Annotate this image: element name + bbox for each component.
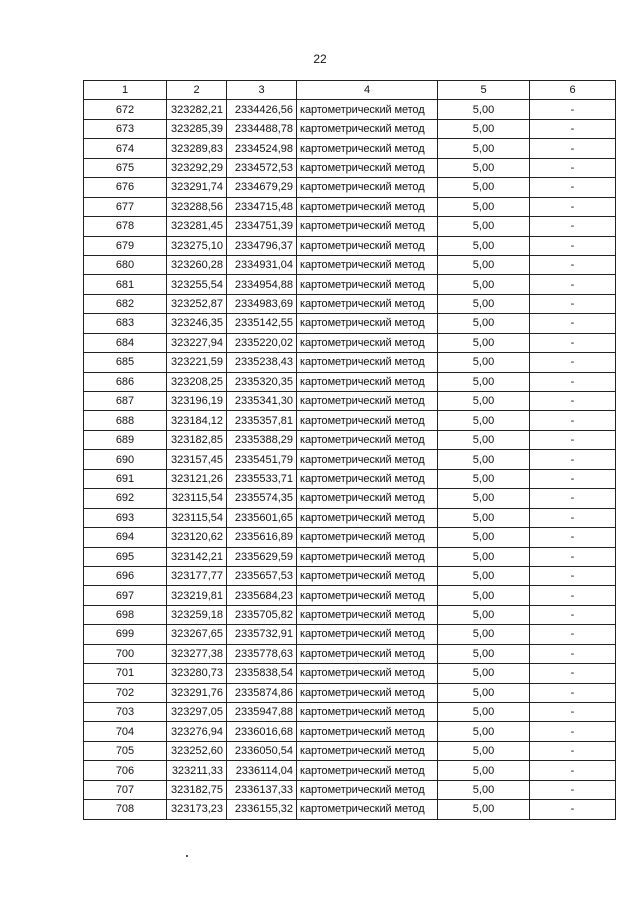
y-coordinate-cell: 2335616,89	[227, 528, 297, 547]
method-cell: картометрический метод	[297, 547, 438, 566]
note-cell: -	[530, 158, 616, 177]
accuracy-cell: 5,00	[438, 780, 530, 799]
accuracy-cell: 5,00	[438, 255, 530, 274]
accuracy-cell: 5,00	[438, 644, 530, 663]
y-coordinate-cell: 2336137,33	[227, 780, 297, 799]
point-number-cell: 674	[84, 139, 167, 158]
method-cell: картометрический метод	[297, 528, 438, 547]
accuracy-cell: 5,00	[438, 430, 530, 449]
x-coordinate-cell: 323289,83	[167, 139, 227, 158]
table-row	[84, 158, 616, 177]
y-coordinate-cell: 2335657,53	[227, 566, 297, 585]
note-cell: -	[530, 353, 616, 372]
method-cell: картометрический метод	[297, 780, 438, 799]
accuracy-cell: 5,00	[438, 683, 530, 702]
x-coordinate-cell: 323142,21	[167, 547, 227, 566]
note-cell: -	[530, 450, 616, 469]
x-coordinate-cell: 323157,45	[167, 450, 227, 469]
note-cell: -	[530, 508, 616, 527]
accuracy-cell: 5,00	[438, 566, 530, 585]
column-header-2: 2	[167, 81, 227, 100]
table-row	[84, 275, 616, 294]
point-number-cell: 678	[84, 217, 167, 236]
x-coordinate-cell: 323208,25	[167, 372, 227, 391]
point-number-cell: 676	[84, 178, 167, 197]
note-cell: -	[530, 566, 616, 585]
note-cell: -	[530, 275, 616, 294]
y-coordinate-cell: 2335533,71	[227, 469, 297, 488]
accuracy-cell: 5,00	[438, 741, 530, 760]
x-coordinate-cell: 323255,54	[167, 275, 227, 294]
method-cell: картометрический метод	[297, 625, 438, 644]
point-number-cell: 703	[84, 703, 167, 722]
x-coordinate-cell: 323182,75	[167, 780, 227, 799]
x-coordinate-cell: 323281,45	[167, 217, 227, 236]
y-coordinate-cell: 2336114,04	[227, 761, 297, 780]
point-number-cell: 686	[84, 372, 167, 391]
method-cell: картометрический метод	[297, 566, 438, 585]
header-row	[84, 81, 616, 100]
accuracy-cell: 5,00	[438, 158, 530, 177]
table-row	[84, 761, 616, 780]
note-cell: -	[530, 139, 616, 158]
note-cell: -	[530, 392, 616, 411]
x-coordinate-cell: 323115,54	[167, 489, 227, 508]
point-number-cell: 698	[84, 605, 167, 624]
method-cell: картометрический метод	[297, 392, 438, 411]
note-cell: -	[530, 586, 616, 605]
table-row	[84, 586, 616, 605]
table-row	[84, 547, 616, 566]
note-cell: -	[530, 800, 616, 819]
y-coordinate-cell: 2335341,30	[227, 392, 297, 411]
x-coordinate-cell: 323285,39	[167, 119, 227, 138]
y-coordinate-cell: 2335601,65	[227, 508, 297, 527]
y-coordinate-cell: 2336155,32	[227, 800, 297, 819]
point-number-cell: 701	[84, 664, 167, 683]
table-row	[84, 294, 616, 313]
y-coordinate-cell: 2335778,63	[227, 644, 297, 663]
x-coordinate-cell: 323227,94	[167, 333, 227, 352]
table-row	[84, 217, 616, 236]
accuracy-cell: 5,00	[438, 275, 530, 294]
x-coordinate-cell: 323173,23	[167, 800, 227, 819]
table-row	[84, 392, 616, 411]
y-coordinate-cell: 2334931,04	[227, 255, 297, 274]
point-number-cell: 699	[84, 625, 167, 644]
accuracy-cell: 5,00	[438, 586, 530, 605]
note-cell: -	[530, 333, 616, 352]
accuracy-cell: 5,00	[438, 489, 530, 508]
point-number-cell: 708	[84, 800, 167, 819]
column-header-4: 4	[297, 81, 438, 100]
method-cell: картометрический метод	[297, 644, 438, 663]
table-row	[84, 236, 616, 255]
note-cell: -	[530, 178, 616, 197]
accuracy-cell: 5,00	[438, 469, 530, 488]
stray-mark	[186, 855, 188, 857]
note-cell: -	[530, 547, 616, 566]
method-cell: картометрический метод	[297, 100, 438, 119]
method-cell: картометрический метод	[297, 430, 438, 449]
accuracy-cell: 5,00	[438, 100, 530, 119]
y-coordinate-cell: 2334426,56	[227, 100, 297, 119]
accuracy-cell: 5,00	[438, 197, 530, 216]
x-coordinate-cell: 323259,18	[167, 605, 227, 624]
x-coordinate-cell: 323182,85	[167, 430, 227, 449]
note-cell: -	[530, 625, 616, 644]
table-row	[84, 722, 616, 741]
table-row	[84, 178, 616, 197]
accuracy-cell: 5,00	[438, 119, 530, 138]
note-cell: -	[530, 703, 616, 722]
x-coordinate-cell: 323267,65	[167, 625, 227, 644]
y-coordinate-cell: 2335238,43	[227, 353, 297, 372]
note-cell: -	[530, 761, 616, 780]
method-cell: картометрический метод	[297, 158, 438, 177]
method-cell: картометрический метод	[297, 411, 438, 430]
y-coordinate-cell: 2335705,82	[227, 605, 297, 624]
method-cell: картометрический метод	[297, 664, 438, 683]
point-number-cell: 696	[84, 566, 167, 585]
y-coordinate-cell: 2334751,39	[227, 217, 297, 236]
accuracy-cell: 5,00	[438, 411, 530, 430]
y-coordinate-cell: 2335220,02	[227, 333, 297, 352]
note-cell: -	[530, 683, 616, 702]
point-number-cell: 679	[84, 236, 167, 255]
point-number-cell: 689	[84, 430, 167, 449]
method-cell: картометрический метод	[297, 489, 438, 508]
y-coordinate-cell: 2335357,81	[227, 411, 297, 430]
point-number-cell: 700	[84, 644, 167, 663]
note-cell: -	[530, 528, 616, 547]
accuracy-cell: 5,00	[438, 333, 530, 352]
method-cell: картометрический метод	[297, 236, 438, 255]
accuracy-cell: 5,00	[438, 372, 530, 391]
accuracy-cell: 5,00	[438, 139, 530, 158]
note-cell: -	[530, 372, 616, 391]
table-row	[84, 508, 616, 527]
method-cell: картометрический метод	[297, 469, 438, 488]
accuracy-cell: 5,00	[438, 236, 530, 255]
note-cell: -	[530, 100, 616, 119]
y-coordinate-cell: 2335388,29	[227, 430, 297, 449]
y-coordinate-cell: 2334488,78	[227, 119, 297, 138]
table-row	[84, 800, 616, 819]
point-number-cell: 685	[84, 353, 167, 372]
point-number-cell: 691	[84, 469, 167, 488]
y-coordinate-cell: 2334524,98	[227, 139, 297, 158]
table-row	[84, 683, 616, 702]
point-number-cell: 675	[84, 158, 167, 177]
y-coordinate-cell: 2334572,53	[227, 158, 297, 177]
note-cell: -	[530, 780, 616, 799]
point-number-cell: 683	[84, 314, 167, 333]
table-row	[84, 119, 616, 138]
x-coordinate-cell: 323275,10	[167, 236, 227, 255]
method-cell: картометрический метод	[297, 372, 438, 391]
point-number-cell: 673	[84, 119, 167, 138]
x-coordinate-cell: 323282,21	[167, 100, 227, 119]
y-coordinate-cell: 2335838,54	[227, 664, 297, 683]
method-cell: картометрический метод	[297, 741, 438, 760]
point-number-cell: 684	[84, 333, 167, 352]
method-cell: картометрический метод	[297, 353, 438, 372]
note-cell: -	[530, 294, 616, 313]
column-header-1: 1	[84, 81, 167, 100]
table-row	[84, 411, 616, 430]
x-coordinate-cell: 323221,59	[167, 353, 227, 372]
table-row	[84, 197, 616, 216]
note-cell: -	[530, 664, 616, 683]
note-cell: -	[530, 469, 616, 488]
table-row	[84, 703, 616, 722]
method-cell: картометрический метод	[297, 703, 438, 722]
point-number-cell: 693	[84, 508, 167, 527]
method-cell: картометрический метод	[297, 294, 438, 313]
note-cell: -	[530, 741, 616, 760]
column-header-5: 5	[438, 81, 530, 100]
table-body	[84, 100, 616, 819]
x-coordinate-cell: 323219,81	[167, 586, 227, 605]
point-number-cell: 682	[84, 294, 167, 313]
method-cell: картометрический метод	[297, 139, 438, 158]
y-coordinate-cell: 2334983,69	[227, 294, 297, 313]
method-cell: картометрический метод	[297, 605, 438, 624]
y-coordinate-cell: 2335629,59	[227, 547, 297, 566]
y-coordinate-cell: 2334796,37	[227, 236, 297, 255]
table-row	[84, 528, 616, 547]
point-number-cell: 697	[84, 586, 167, 605]
y-coordinate-cell: 2335732,91	[227, 625, 297, 644]
y-coordinate-cell: 2335320,35	[227, 372, 297, 391]
accuracy-cell: 5,00	[438, 761, 530, 780]
x-coordinate-cell: 323260,28	[167, 255, 227, 274]
x-coordinate-cell: 323177,77	[167, 566, 227, 585]
point-number-cell: 695	[84, 547, 167, 566]
note-cell: -	[530, 255, 616, 274]
note-cell: -	[530, 236, 616, 255]
point-number-cell: 707	[84, 780, 167, 799]
method-cell: картометрический метод	[297, 119, 438, 138]
y-coordinate-cell: 2335684,23	[227, 586, 297, 605]
method-cell: картометрический метод	[297, 761, 438, 780]
accuracy-cell: 5,00	[438, 450, 530, 469]
note-cell: -	[530, 644, 616, 663]
table-row	[84, 469, 616, 488]
note-cell: -	[530, 411, 616, 430]
accuracy-cell: 5,00	[438, 294, 530, 313]
y-coordinate-cell: 2335142,55	[227, 314, 297, 333]
method-cell: картометрический метод	[297, 450, 438, 469]
method-cell: картометрический метод	[297, 178, 438, 197]
x-coordinate-cell: 323288,56	[167, 197, 227, 216]
method-cell: картометрический метод	[297, 333, 438, 352]
method-cell: картометрический метод	[297, 217, 438, 236]
y-coordinate-cell: 2334679,29	[227, 178, 297, 197]
accuracy-cell: 5,00	[438, 625, 530, 644]
note-cell: -	[530, 217, 616, 236]
y-coordinate-cell: 2335574,35	[227, 489, 297, 508]
table-row	[84, 430, 616, 449]
point-number-cell: 704	[84, 722, 167, 741]
y-coordinate-cell: 2334715,48	[227, 197, 297, 216]
method-cell: картометрический метод	[297, 586, 438, 605]
method-cell: картометрический метод	[297, 508, 438, 527]
accuracy-cell: 5,00	[438, 547, 530, 566]
method-cell: картометрический метод	[297, 314, 438, 333]
note-cell: -	[530, 489, 616, 508]
method-cell: картометрический метод	[297, 255, 438, 274]
table-row	[84, 372, 616, 391]
table-row	[84, 333, 616, 352]
accuracy-cell: 5,00	[438, 528, 530, 547]
accuracy-cell: 5,00	[438, 353, 530, 372]
x-coordinate-cell: 323277,38	[167, 644, 227, 663]
x-coordinate-cell: 323292,29	[167, 158, 227, 177]
x-coordinate-cell: 323246,35	[167, 314, 227, 333]
point-number-cell: 680	[84, 255, 167, 274]
page-number: 22	[313, 52, 327, 66]
table-row	[84, 314, 616, 333]
table-row	[84, 605, 616, 624]
accuracy-cell: 5,00	[438, 664, 530, 683]
accuracy-cell: 5,00	[438, 800, 530, 819]
accuracy-cell: 5,00	[438, 605, 530, 624]
column-header-3: 3	[227, 81, 297, 100]
point-number-cell: 702	[84, 683, 167, 702]
column-header-6: 6	[530, 81, 616, 100]
accuracy-cell: 5,00	[438, 392, 530, 411]
x-coordinate-cell: 323291,76	[167, 683, 227, 702]
accuracy-cell: 5,00	[438, 314, 530, 333]
method-cell: картометрический метод	[297, 722, 438, 741]
point-number-cell: 687	[84, 392, 167, 411]
method-cell: картометрический метод	[297, 197, 438, 216]
point-number-cell: 705	[84, 741, 167, 760]
x-coordinate-cell: 323291,74	[167, 178, 227, 197]
note-cell: -	[530, 197, 616, 216]
table-row	[84, 139, 616, 158]
method-cell: картометрический метод	[297, 683, 438, 702]
note-cell: -	[530, 119, 616, 138]
x-coordinate-cell: 323121,26	[167, 469, 227, 488]
y-coordinate-cell: 2336016,68	[227, 722, 297, 741]
y-coordinate-cell: 2335947,88	[227, 703, 297, 722]
method-cell: картометрический метод	[297, 800, 438, 819]
point-number-cell: 692	[84, 489, 167, 508]
point-number-cell: 694	[84, 528, 167, 547]
table-row	[84, 625, 616, 644]
coordinates-table	[83, 80, 616, 820]
accuracy-cell: 5,00	[438, 217, 530, 236]
x-coordinate-cell: 323184,12	[167, 411, 227, 430]
x-coordinate-cell: 323120,62	[167, 528, 227, 547]
table-row	[84, 489, 616, 508]
point-number-cell: 688	[84, 411, 167, 430]
y-coordinate-cell: 2335451,79	[227, 450, 297, 469]
table-row	[84, 353, 616, 372]
table-row	[84, 644, 616, 663]
point-number-cell: 690	[84, 450, 167, 469]
x-coordinate-cell: 323276,94	[167, 722, 227, 741]
accuracy-cell: 5,00	[438, 722, 530, 741]
table-row	[84, 255, 616, 274]
y-coordinate-cell: 2335874,86	[227, 683, 297, 702]
table-row	[84, 741, 616, 760]
point-number-cell: 677	[84, 197, 167, 216]
x-coordinate-cell: 323280,73	[167, 664, 227, 683]
table-row	[84, 450, 616, 469]
x-coordinate-cell: 323196,19	[167, 392, 227, 411]
accuracy-cell: 5,00	[438, 178, 530, 197]
point-number-cell: 706	[84, 761, 167, 780]
y-coordinate-cell: 2334954,88	[227, 275, 297, 294]
accuracy-cell: 5,00	[438, 703, 530, 722]
note-cell: -	[530, 314, 616, 333]
x-coordinate-cell: 323211,33	[167, 761, 227, 780]
note-cell: -	[530, 722, 616, 741]
table-row	[84, 780, 616, 799]
table-row	[84, 100, 616, 119]
table-row	[84, 664, 616, 683]
x-coordinate-cell: 323252,60	[167, 741, 227, 760]
table-row	[84, 566, 616, 585]
point-number-cell: 672	[84, 100, 167, 119]
x-coordinate-cell: 323252,87	[167, 294, 227, 313]
x-coordinate-cell: 323297,05	[167, 703, 227, 722]
y-coordinate-cell: 2336050,54	[227, 741, 297, 760]
method-cell: картометрический метод	[297, 275, 438, 294]
note-cell: -	[530, 605, 616, 624]
note-cell: -	[530, 430, 616, 449]
point-number-cell: 681	[84, 275, 167, 294]
accuracy-cell: 5,00	[438, 508, 530, 527]
x-coordinate-cell: 323115,54	[167, 508, 227, 527]
